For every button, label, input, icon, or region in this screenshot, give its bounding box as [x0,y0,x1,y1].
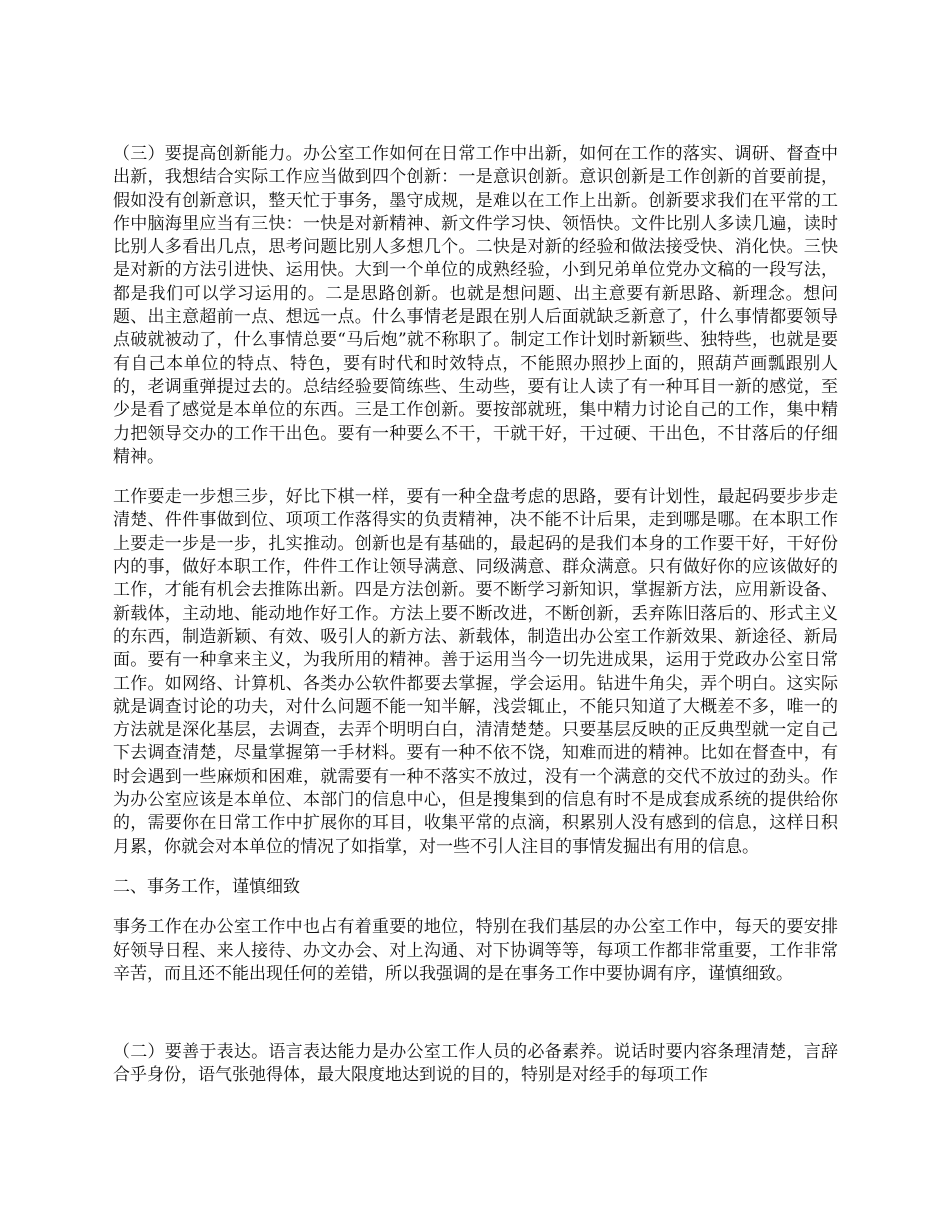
section-gap [113,1003,838,1041]
paragraph-innovation-capability: （三）要提高创新能力。办公室工作如何在日常工作中出新，如何在工作的落实、调研、督查中出新，我想结合实际工作应当做到四个创新：一是意识创新。意识创新是工作创新的首要前提，假如没有创新意识，整天忙于事务，墨守成规，是难以在工作上出新。创新要求我们在平常的工作中脑海里应当有三快：一快是对新精神、新文件学习快、领悟快。文件比别人多读几遍，读时比别人多看出几点，思考问题比别人多想几个。二快是对新的经验和做法接受快、消化快。三快是对新的方法引进快、运用快。大到一个单位的成熟经验，小到兄弟单位党办文稿的一段写法，都是我们可以学习运用的。二是思路创新。也就是想问题、出主意要有新思路、新理念。想问题、出主意超前一点、想远一点。什么事情老是跟在别人后面就缺乏新意了，什么事情都要领导点破就被动了，什么事情总要“马后炮”就不称职了。制定工作计划时新颖些、独特些，也就是要有自己本单位的特点、特色，要有时代和时效特点，不能照办照抄上面的，照葫芦画瓢跟别人的，老调重弹提过去的。总结经验要简练些、生动些，要有让人读了有一种耳目一新的感觉，至少是看了感觉是本单位的东西。三是工作创新。要按部就班，集中精力讨论自己的工作，集中精力把领导交办的工作干出色。要有一种要么不干，干就干好，干过硬、干出色，不甘落后的仔细精神。 [113,144,838,467]
paragraph-expression: （二）要善于表达。语言表达能力是办公室工作人员的必备素养。说话时要内容条理清楚，言辞合乎身份，语气张弛得体，最大限度地达到说的目的，特别是对经手的每项工作 [113,1042,838,1086]
paragraph-work-planning: 工作要走一步想三步，好比下棋一样，要有一种全盘考虑的思路，要有计划性，最起码要步步走清楚、件件事做到位、项项工作落得实的负责精神，决不能不计后果，走到哪是哪。在本职工作上要走一步是一步，扎实推动。创新也是有基础的，最起码的是我们本身的工作要干好，干好份内的事，做好本职工作，件件工作让领导满意、同级满意、群众满意。只有做好你的应该做好的工作，才能有机会去推陈出新。四是方法创新。要不断学习新知识，掌握新方法，应用新设备、新载体，主动地、能动地作好工作。方法上要不断改进，不断创新，丢弃陈旧落后的、形式主义的东西，制造新颖、有效、吸引人的新方法、新载体，制造出办公室工作新效果、新途径、新局面。要有一种拿来主义，为我所用的精神。善于运用当今一切先进成果，运用于党政办公室日常工作。如网络、计算机、各类办公软件都要去掌握，学会运用。钻进牛角尖，弄个明白。这实际就是调查讨论的功夫，对什么问题不能一知半解，浅尝辄止，不能只知道了大概差不多，唯一的方法就是深化基层，去调查，去弄个明明白白，清清楚楚。只要基层反映的正反典型就一定自己下去调查清楚，尽量掌握第一手材料。要有一种不依不饶，知难而进的精神。比如在督查中，有时会遇到一些麻烦和困难，就需要有一种不落实不放过，没有一个满意的交代不放过的劲头。作为办公室应该是本单位、本部门的信息中心，但是搜集到的信息有时不是成套成系统的提供给你的，需要你在日常工作中扩展你的耳目，收集平常的点滴，积累别人没有感到的信息，这样日积月累，你就会对本单位的情况了如指掌，对一些不引人注目的事情发掘出有用的信息。 [113,487,838,857]
section-heading: 二、事务工作，谨慎细致 [113,876,300,897]
document-page [113,143,838,1105]
paragraph-affairs-work: 事务工作在办公室工作中也占有着重要的地位，特别在我们基层的办公室工作中，每天的要安排好领导日程、来人接待、办文办会、对上沟通、对下协调等等，每项工作都非常重要，工作非常辛苦，而且还不能出现任何的差错，所以我强调的是在事务工作中要协调有序，谨慎细致。 [113,917,838,984]
